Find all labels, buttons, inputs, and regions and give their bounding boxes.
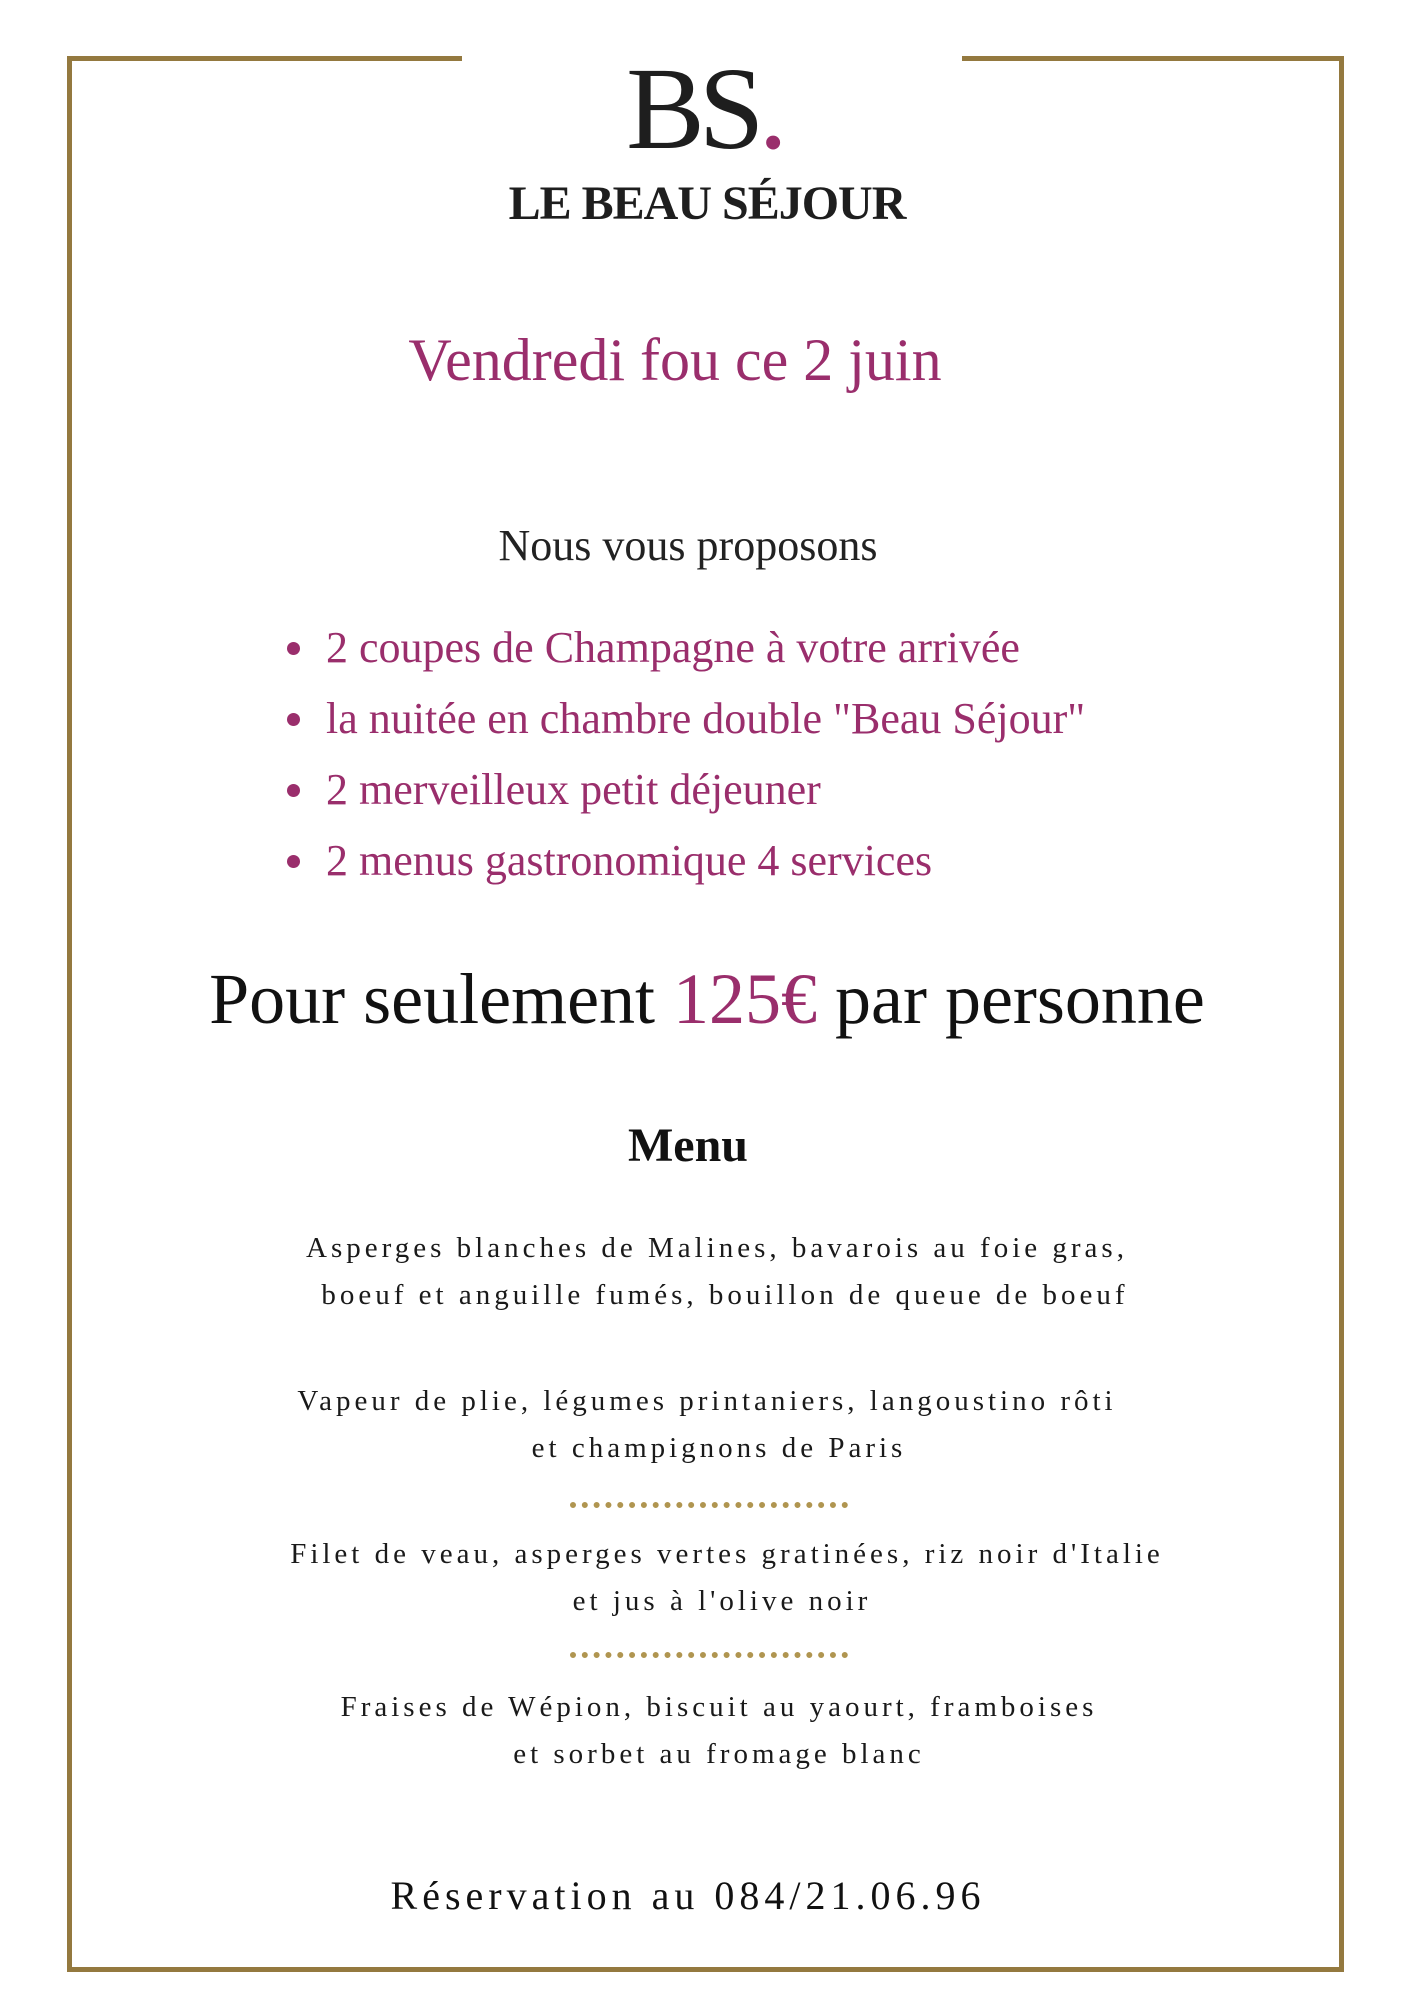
brand-mark-dot: . [758,43,788,174]
course-line: boeuf et anguille fumés, bouillon de queue de boeuf [321,1279,1129,1311]
course-line: Vapeur de plie, légumes printaniers, langoustino rôti [297,1385,1117,1417]
offer-item [283,612,1085,683]
offer-item-text: la nuitée en chambre double "Beau Séjour" [326,694,1086,743]
bullet-icon [287,642,300,655]
price-line [0,958,1414,1041]
dotted-divider [570,1652,848,1658]
course-line: et champignons de Paris [531,1432,907,1464]
bullet-icon [287,713,300,726]
menu-course [0,1225,1414,1319]
brand-mark-letters: BS [626,43,759,174]
reservation-phone: Réservation au 084/21.06.96 [390,1873,986,1918]
price-suffix: par personne [817,959,1205,1039]
offer-item [283,683,1085,754]
price-amount: 125€ [673,959,818,1039]
course-line: Filet de veau, asperges vertes gratinées, riz noir d'Italie [290,1538,1164,1570]
brand-logo-mark [0,43,1414,174]
offer-list [283,612,1085,896]
offer-item-text: 2 merveilleux petit déjeuner [326,765,821,814]
event-title: Vendredi fou ce 2 juin [408,327,942,393]
menu-course [0,1531,1414,1625]
frame-bottom [67,1967,1344,1972]
price-prefix: Pour seulement [209,959,674,1039]
menu-course [0,1684,1414,1778]
offer-intro: Nous vous proposons [498,521,878,570]
course-line: et jus à l'olive noir [572,1585,872,1617]
offer-item-text: 2 coupes de Champagne à votre arrivée [326,623,1020,672]
offer-item [283,754,1085,825]
brand-name: LE BEAU SÉJOUR [508,177,906,230]
bullet-icon [287,855,300,868]
offer-item [283,825,1085,896]
dotted-divider [570,1502,848,1508]
offer-item-text: 2 menus gastronomique 4 services [326,836,933,885]
course-line: Fraises de Wépion, biscuit au yaourt, framboises [340,1691,1098,1723]
course-line: Asperges blanches de Malines, bavarois au foie gras, [306,1232,1128,1264]
course-line: et sorbet au fromage blanc [513,1738,925,1770]
menu-course [0,1378,1414,1472]
bullet-icon [287,784,300,797]
menu-heading: Menu [628,1119,748,1172]
